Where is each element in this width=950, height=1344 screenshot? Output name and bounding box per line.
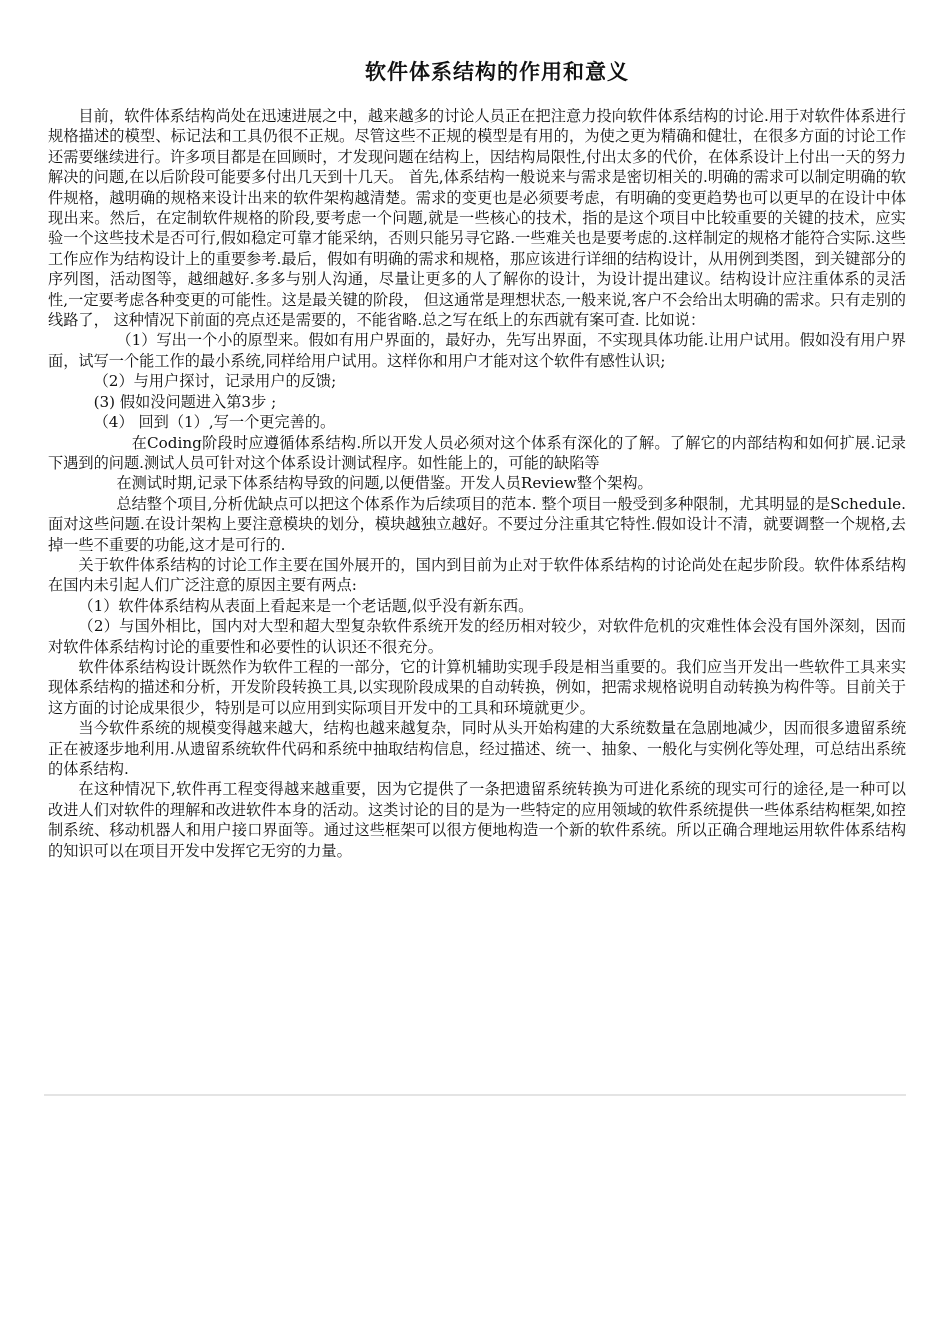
paragraph: 总结整个项目,分析优缺点可以把这个体系作为后续项目的范本. 整个项目一般受到多种限制，尤其明显的是Schedule.面对这些问题.在设计架构上要注意模块的划分，模块越独立越好。不要过分注重其它特性.假如设计不清，就要调整一个规格,去掉一些不重要的功能,这才是可行的. [48,494,906,554]
list-item: （2）与国外相比，国内对大型和超大型复杂软件系统开发的经历相对较少，对软件危机的灾难性体会没有国外深刻，因而对软件体系结构讨论的重要性和必要性的认识还不很充分。 [48,617,906,656]
paragraph: 软件体系结构设计既然作为软件工程的一部分，它的计算机辅助实现手段是相当重要的。我们应当开发出一些软件工具来实现体系结构的描述和分析，开发阶段转换工具,以实现阶段成果的自动转换，例如，把需求规格说明自动转换为构件等。目前关于这方面的讨论成果很少，特别是可以应用到实际项目开发中的工具和环境就更少。 [48,657,906,717]
document-title: 软件体系结构的作用和意义 [365,60,629,84]
page-divider [44,1094,906,1096]
list-item: （4） 回到（1）,写一个更完善的。 [93,413,336,432]
paragraph: 在Coding阶段时应遵循体系结构.所以开发人员必须对这个体系有深化的了解。了解它的内部结构和如何扩展.记录下遇到的问题.测试人员可针对这个体系设计测试程序。如性能上的，可能的缺陷等 [48,433,906,472]
paragraph: 在这种情况下,软件再工程变得越来越重要，因为它提供了一条把遗留系统转换为可进化系统的现实可行的途径,是一种可以改进人们对软件的理解和改进软件本身的活动。这类讨论的目的是为一些特定的应用领域的软件系统提供一些体系结构框架,如控制系统、移动机器人和用户接口界面等。通过这些框架可以很方便地构造一个新的软件系统。所以正确合理地运用软件体系结构的知识可以在项目开发中发挥它无穷的力量。 [48,780,906,860]
paragraph: 关于软件体系结构的讨论工作主要在国外展开的，国内到目前为止对于软件体系结构的讨论尚处在起步阶段。软件体系结构在国内未引起人们广泛注意的原因主要有两点: [48,555,906,595]
paragraph: 目前，软件体系结构尚处在迅速进展之中，越来越多的讨论人员正在把注意力投向软件体系结构的讨论.用于对软件体系进行规格描述的模型、标记法和工具仍很不正规。尽管这些不正规的模型是有用的，为使之更为精确和健壮，在很多方面的讨论工作还需要继续进行。许多项目都是在回顾时，才发现问题在结构上，因结构局限性,付出太多的代价，在体系设计上付出一天的努力解决的问题,在以后阶段可能要多付出几天到十几天。 首先,体系结构一般说来与需求是密切相关的.明确的需求可以制定明确的软件规格，越明确的规格来设计出来的软件架构越清楚。需求的变更也是必须要考虑，有明确的变更趋势也可以更早的在设计中体现出来。然后，在定制软件规格的阶段,要考虑一个问题,就是一些核心的技术，指的是这个项目中比较重要的关键的技术，应实验一个这些技术是否可行,假如稳定可靠才能采纳，否则只能另寻它路.一些难关也是要考虑的.这样制定的规格才能符合实际.这些工作应作为结构设计上的重要参考.最后，假如有明确的需求和规格，那应该进行详细的结构设计，从用例到类图，到关键部分的序列图，活动图等，越细越好.多多与别人沟通，尽量让更多的人了解你的设计，为设计提出建议。结构设计应注重体系的灵活性,一定要考虑各种变更的可能性。这是最关键的阶段， 但这通常是理想状态,一般来说,客户不会给出太明确的需求。只有走别的线路了， 这种情况下前面的亮点还是需要的，不能省略.总之写在纸上的东西就有案可查. 比如说： [48,107,906,330]
document-page [48,58,906,861]
list-item: （1）写出一个小的原型来。假如有用户界面的，最好办，先写出界面，不实现具体功能.让用户试用。假如没有用户界面，试写一个能工作的最小系统,同样给用户试用。这样你和用户才能对这个软件有感性认识; [48,331,906,370]
list-item: (3) 假如没问题进入第3步 ; [93,392,277,411]
list-item: （2）与用户探讨，记录用户的反馈; [93,372,337,391]
paragraph: 当今软件系统的规模变得越来越大，结构也越来越复杂，同时从头开始构建的大系统数量在急剧地减少，因而很多遗留系统正在被逐步地利用.从遗留系统软件代码和系统中抽取结构信息，经过描述、统一、抽象、一般化与实例化等处理，可总结出系统的体系结构. [48,719,906,778]
paragraph: 在测试时期,记录下体系结构导致的问题,以便借鉴。开发人员Review整个架构。 [116,474,653,493]
list-item: （1）软件体系结构从表面上看起来是一个老话题,似乎没有新东西。 [78,596,534,615]
document-body [48,106,906,861]
